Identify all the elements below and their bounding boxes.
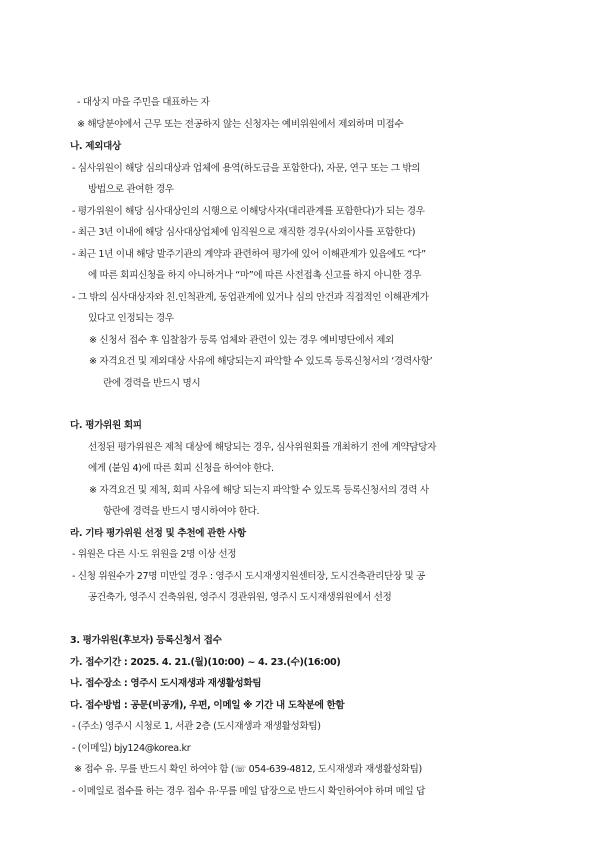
note-line: 항란에 경력을 반드시 명시하여야 한다. <box>103 506 260 517</box>
text-line: 방법으로 관여한 경우 <box>88 184 174 195</box>
section-heading: 라. 기타 평가위원 선정 및 추천에 관한 사항 <box>70 528 246 539</box>
section-heading: 나. 제외대상 <box>70 141 121 152</box>
info-line: 다. 접수방법 : 공문(비공개), 우편, 이메일 ※ 기간 내 도착분에 한함 <box>70 700 345 711</box>
text-line: - 대상지 마을 주민을 대표하는 자 <box>77 97 210 108</box>
text-line: - 최근 3년 이내에 해당 심사대상업체에 임직원으로 재직한 경우(사외이사를 포함한다) <box>72 227 416 238</box>
text-line: - 위원은 다른 시·도 위원을 2명 이상 선정 <box>72 549 237 560</box>
text-line: - 신청 위원수가 27명 미만일 경우 : 영주시 도시재생지원센터장, 도시건축관리단장 및 공 <box>72 571 426 582</box>
text-line: - 이메일로 접수를 하는 경우 접수 유·무를 메일 답장으로 반드시 확인하여야 하며 메일 답 <box>72 786 426 797</box>
text-line: - 그 밖의 심사대상자와 친.인척관계, 동업관계에 있거나 심의 안건과 직접적인 이해관계가 <box>72 292 429 303</box>
text-line: - (이메일) bjy124@korea.kr <box>72 743 191 754</box>
note-line: 란에 경력을 반드시 명시 <box>103 378 201 389</box>
section-heading: 다. 평가위원 회피 <box>70 420 142 431</box>
info-line: 가. 접수기간 : 2025. 4. 21.(월)(10:00) ~ 4. 23.(수)(16:00) <box>70 657 341 668</box>
text-line: - 평가위원이 해당 심사대상인의 시행으로 이해당사자(대리관계를 포함한다)가 되는 경우 <box>72 206 425 217</box>
text-line: - (주소) 영주시 시청로 1, 서관 2층 (도시재생과 재생활성화팀) <box>72 721 321 732</box>
text-line: 있다고 인정되는 경우 <box>88 313 174 324</box>
chapter-heading: 3. 평가위원(후보자) 등록신청서 접수 <box>70 635 222 646</box>
note-line: ※ 신청서 접수 후 입찰참가 등록 업체와 관련이 있는 경우 예비명단에서 제외 <box>89 335 394 346</box>
text-line: 공건축가, 영주시 건축위원, 영주시 경관위원, 영주시 도시재생위원에서 선정 <box>88 592 392 603</box>
text-line: 에게 (붙임 4)에 따른 회피 신청을 하여야 한다. <box>88 463 274 474</box>
note-line: ※ 자격요건 및 제척, 회피 사유에 해당 되는지 파악할 수 있도록 등록신청서의 경력 사 <box>89 485 429 496</box>
info-line: 나. 접수장소 : 영주시 도시재생과 재생활성화팀 <box>70 678 262 689</box>
note-line: ※ 접수 유. 무를 반드시 확인 하여야 함 (☏ 054-639-4812, 도시재생과 재생활성화팀) <box>74 764 422 775</box>
text-line: 에 따른 회피신청을 하지 아니하거나 “마”에 따른 사전접촉 신고를 하지 아니한 경우 <box>88 270 422 281</box>
note-line: ※ 해당분야에서 근무 또는 전공하지 않는 신청자는 예비위원에서 제외하며 미접수 <box>77 119 404 130</box>
text-line: - 심사위원이 해당 심의대상과 업체에 용역(하도급을 포함한다), 자문, 연구 또는 그 밖의 <box>72 163 421 174</box>
note-line: ※ 자격요건 및 제외대상 사유에 해당되는지 파악할 수 있도록 등록신청서의 ‘경력사항’ <box>89 356 433 367</box>
text-line: 선정된 평가위원은 제척 대상에 해당되는 경우, 심사위원회를 개최하기 전에 계약담당자 <box>88 442 437 453</box>
text-line: - 최근 1년 이내 해당 발주기관의 계약과 관련하여 평가에 있어 이해관계가 있음에도 “다” <box>72 249 426 260</box>
